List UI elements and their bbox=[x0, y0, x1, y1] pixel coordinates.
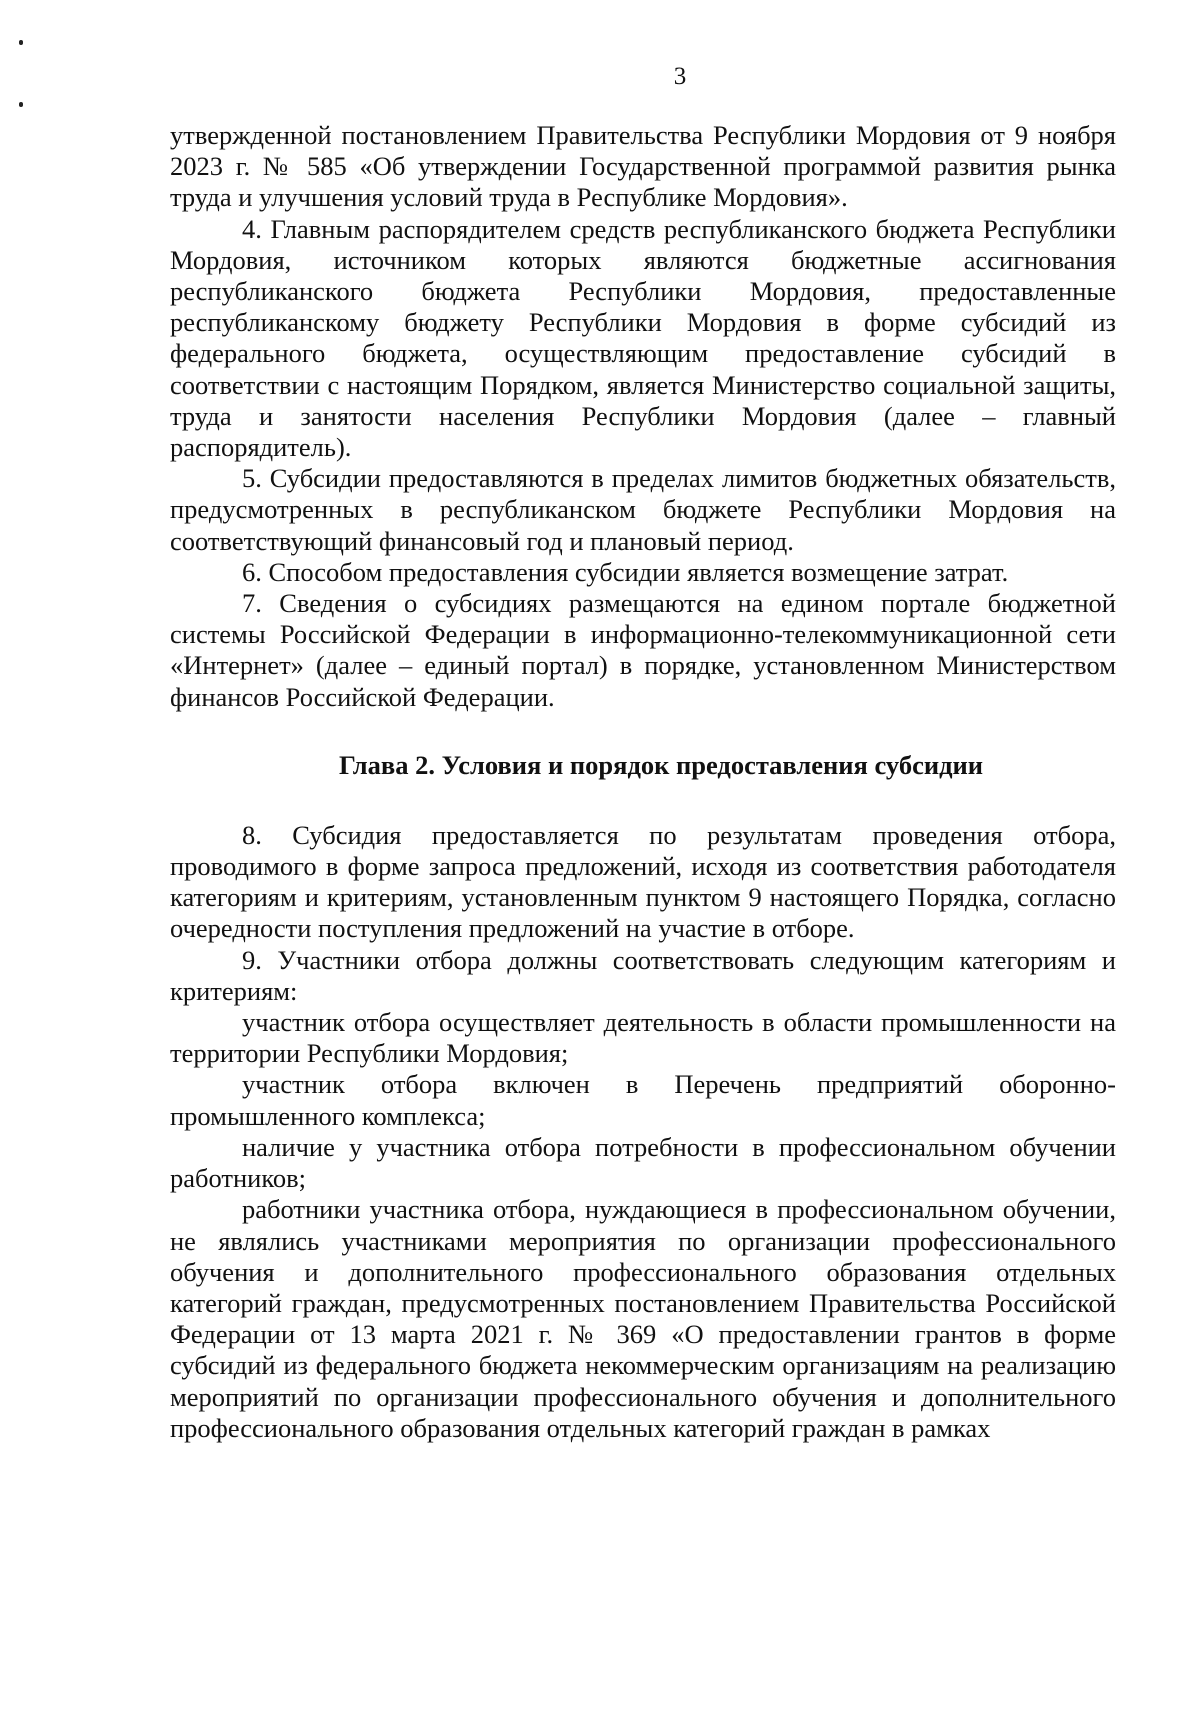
page-number: 3 bbox=[673, 63, 687, 90]
paragraph-p7: 7. Сведения о субсидиях размещаются на едином портале бюджетной системы Российской Федерации в информационно-телекоммуникационной сети «Интернет» (далее – единый портал) в порядке, установленном Министерством финансов Российской Федерации. bbox=[170, 588, 1116, 712]
section-before-chapter bbox=[170, 120, 1116, 713]
chapter-title: Глава 2. Условия и порядок предоставления субсидии bbox=[338, 749, 984, 780]
paragraph-p9-a: участник отбора осуществляет деятельность в области промышленности на территории Республики Мордовия; bbox=[170, 1007, 1116, 1069]
paragraph-p6: 6. Способом предоставления субсидии является возмещение затрат. bbox=[242, 556, 1009, 587]
paragraph-p9-b: участник отбора включен в Перечень предприятий оборонно-промышленного комплекса; bbox=[170, 1069, 1116, 1131]
section-chapter-2 bbox=[170, 820, 1116, 1444]
paragraph-p9-c: наличие у участника отбора потребности в профессиональном обучении работников; bbox=[170, 1131, 1116, 1194]
scan-speck bbox=[19, 40, 23, 45]
document-body bbox=[170, 120, 1116, 1444]
paragraph-p-continuation: утвержденной постановлением Правительства Республики Мордовия от 9 ноября 2023 г. № 585 «Об утверждении Государственной программой развития рынка труда и улучшения условий труда в Республике Мордовия». bbox=[170, 120, 1116, 213]
paragraph-p5: 5. Субсидии предоставляются в пределах лимитов бюджетных обязательств, предусмотренных в республиканском бюджете Республики Мордовия на соответствующий финансовый год и плановый период. bbox=[170, 463, 1116, 556]
paragraph-p9: 9. Участники отбора должны соответствовать следующим категориям и критериям: bbox=[170, 944, 1116, 1006]
paragraph-p9-d: работники участника отбора, нуждающиеся в профессиональном обучении, не являлись участниками мероприятия по организации профессионального обучения и дополнительного профессионального образования отдельных категорий граждан, предусмотренных постановлением Правительства Российской Федерации от 13 марта 2021 г. № 369 «О предоставлении грантов в форме субсидий из федерального бюджета некоммерческим организациям на реализацию мероприятий по организации профессионального обучения и дополнительного профессионального образования отдельных категорий граждан в рамках bbox=[170, 1194, 1116, 1443]
paragraph-p8: 8. Субсидия предоставляется по результатам проведения отбора, проводимого в форме запроса предложений, исходя из соответствия работодателя категориям и критериям, установленным пунктом 9 настоящего Порядка, согласно очередности поступления предложений на участие в отборе. bbox=[170, 819, 1116, 944]
paragraph-p4: 4. Главным распорядителем средств республиканского бюджета Республики Мордовия, источником которых являются бюджетные ассигнования республиканского бюджета Республики Мордовия, предоставленные республиканскому бюджету Республики Мордовия в форме субсидий из федерального бюджета, осуществляющим предоставление субсидий в соответствии с настоящим Порядком, является Министерство социальной защиты, труда и занятости населения Республики Мордовия (далее – главный распорядитель). bbox=[170, 213, 1116, 463]
scan-speck bbox=[19, 102, 23, 107]
